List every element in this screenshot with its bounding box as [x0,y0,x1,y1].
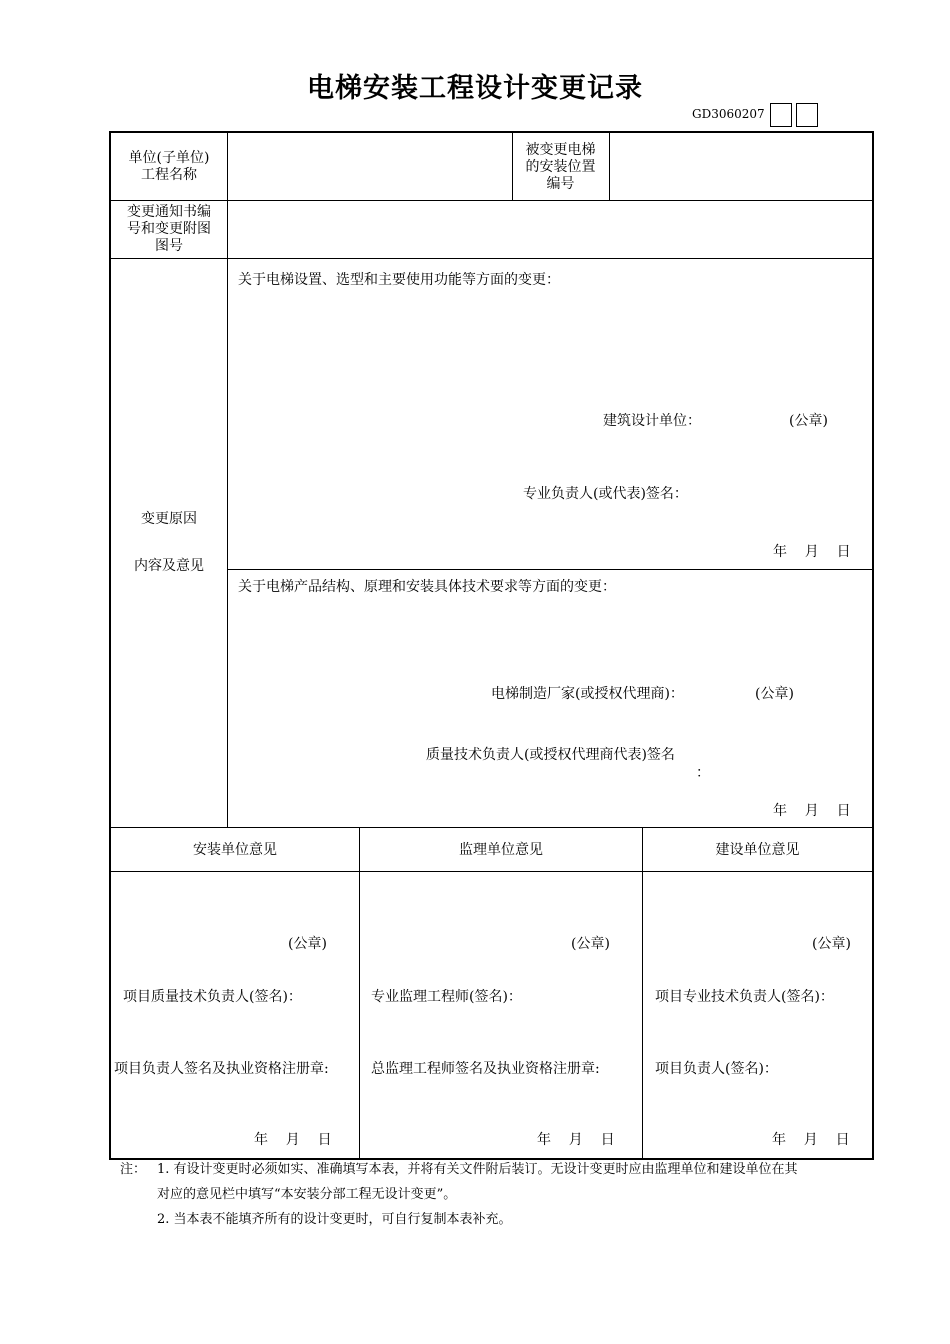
build-sign2-label: 项目负责人(签名)： [655,1061,778,1077]
supervise-sign2-label: 总监理工程师签名及执业资格注册章: [371,1061,600,1077]
divider [111,827,872,828]
maker-sign-colon: ： [696,765,710,781]
build-date: 年 月 日 [772,1132,850,1148]
record-form [109,131,874,1160]
install-seal-label: (公章) [288,936,327,952]
maker-unit-label: 电梯制造厂家(或授权代理商)： [491,686,684,702]
page-title: 电梯安装工程设计变更记录 [307,73,643,104]
supervise-date: 年 月 日 [537,1132,615,1148]
form-code-box-2[interactable] [796,103,818,127]
divider [609,133,610,200]
supervise-sign1-label: 专业监理工程师(签名)： [371,989,522,1005]
note-item-1: 1. 有设计变更时必须如实、准确填写本表，并将有关文件附后装订。无设计变更时应由监理单位和建设单位在其 [157,1162,798,1177]
change-reason-label: 变更原因 [141,511,197,527]
maker-seal-label: (公章) [755,686,794,702]
note-item-2: 2. 当本表不能填齐所有的设计变更时，可自行复制本表补充。 [157,1212,512,1227]
divider [111,200,872,201]
divider [228,569,872,570]
change-content-label: 内容及意见 [134,558,204,574]
supervise-seal-label: (公章) [571,936,610,952]
change-notice-label: 变更通知书编 号和变更附图 图号 [127,204,211,254]
unit-name-label: 单位(子单位) 工程名称 [128,150,210,183]
build-sign1-label: 项目专业技术负责人(签名)： [655,989,834,1005]
design-seal-label: (公章) [789,413,828,429]
design-change-heading: 关于电梯设置、选型和主要使用功能等方面的变更： [238,272,560,288]
install-date: 年 月 日 [254,1132,332,1148]
form-code: GD3060207 [692,107,765,121]
divider [227,133,228,827]
install-sign2-label: 项目负责人签名及执业资格注册章: [114,1061,329,1077]
divider [642,827,643,1158]
build-opinion-header: 建设单位意见 [715,842,800,858]
install-sign1-label: 项目质量技术负责人(签名)： [123,989,302,1005]
note-item-1-cont: 对应的意见栏中填写“本安装分部工程无设计变更”。 [157,1187,457,1202]
build-seal-label: (公章) [812,936,851,952]
maker-sign-label: 质量技术负责人(或授权代理商代表)签名 [426,747,675,763]
form-code-box-1[interactable] [770,103,792,127]
install-opinion-header: 安装单位意见 [193,842,277,858]
divider [359,827,360,1158]
design-sign-label: 专业负责人(或代表)签名： [523,486,688,502]
maker-date: 年 月 日 [773,803,851,819]
design-date: 年 月 日 [773,544,851,560]
maker-change-heading: 关于电梯产品结构、原理和安装具体技术要求等方面的变更： [238,579,616,595]
design-unit-label: 建筑设计单位： [603,413,701,429]
notes-prefix: 注： [120,1162,147,1177]
divider [111,258,872,259]
supervise-opinion-header: 监理单位意见 [459,842,543,858]
divider [111,871,872,872]
elevator-position-label: 被变更电梯 的安装位置 编号 [525,142,596,192]
